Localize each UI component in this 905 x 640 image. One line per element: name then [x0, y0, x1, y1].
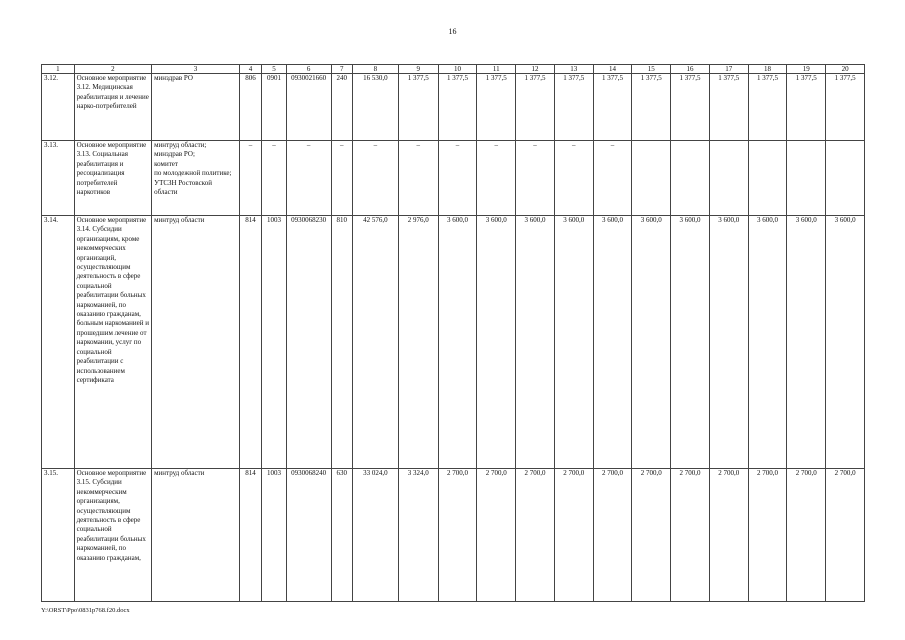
col-header: 3 — [152, 65, 240, 74]
row-index: 3.12. — [42, 74, 75, 141]
col-header: 7 — [331, 65, 352, 74]
measure-name: Основное мероприятие 3.12. Медицинская реабилитация и лечение нарко-потребителей — [74, 74, 152, 141]
table-cell: 1 377,5 — [554, 74, 593, 141]
table-cell: 1 377,5 — [632, 74, 671, 141]
table-cell: 3 600,0 — [438, 216, 477, 469]
page-number: 16 — [448, 27, 457, 36]
table-cell: 3 600,0 — [709, 216, 748, 469]
table-cell: 2 976,0 — [398, 216, 438, 469]
table-cell: 1003 — [262, 216, 286, 469]
table-cell: 1 377,5 — [671, 74, 710, 141]
executor: минтруд области — [152, 216, 240, 469]
table-cell: 1 377,5 — [477, 74, 516, 141]
executor: минтруд области; минздрав РО; комитет по молодежной политике; УТСЗН Ростовской области — [152, 141, 240, 216]
table-cell: 2 700,0 — [554, 469, 593, 602]
col-header: 18 — [748, 65, 787, 74]
table-cell: 814 — [239, 216, 261, 469]
col-header: 8 — [352, 65, 398, 74]
table-cell: 240 — [331, 74, 352, 141]
table-cell: – — [262, 141, 286, 216]
col-header: 20 — [826, 65, 865, 74]
table-row — [42, 141, 865, 216]
col-header: 11 — [477, 65, 516, 74]
table-cell: – — [398, 141, 438, 216]
table-cell: 3 600,0 — [632, 216, 671, 469]
table-cell: 1 377,5 — [709, 74, 748, 141]
table-cell — [787, 141, 826, 216]
table-cell: – — [593, 141, 632, 216]
table-cell: 2 700,0 — [671, 469, 710, 602]
executor: минтруд области — [152, 469, 240, 602]
table-cell: – — [286, 141, 331, 216]
measure-name: Основное мероприятие 3.15. Субсидии некоммерческим организациям, осуществляющим деятельность в сфере социальной реабилитации больных наркоманией, по оказанию гражданам, — [74, 469, 152, 602]
budget-table — [41, 64, 865, 602]
table-cell: 1 377,5 — [516, 74, 555, 141]
col-header: 12 — [516, 65, 555, 74]
col-header: 13 — [554, 65, 593, 74]
executor: минздрав РО — [152, 74, 240, 141]
col-header: 14 — [593, 65, 632, 74]
table-cell: 2 700,0 — [826, 469, 865, 602]
table-cell: 0930068240 — [286, 469, 331, 602]
table-cell: 1 377,5 — [787, 74, 826, 141]
table-cell: 1 377,5 — [398, 74, 438, 141]
table-cell: 2 700,0 — [632, 469, 671, 602]
table-cell — [709, 141, 748, 216]
col-header: 4 — [239, 65, 261, 74]
table-row — [42, 469, 865, 602]
table-cell: – — [239, 141, 261, 216]
row-index: 3.13. — [42, 141, 75, 216]
table-cell: 33 024,0 — [352, 469, 398, 602]
table-cell: 3 600,0 — [516, 216, 555, 469]
table-cell: 630 — [331, 469, 352, 602]
table-cell: 1 377,5 — [748, 74, 787, 141]
table-cell: 2 700,0 — [593, 469, 632, 602]
col-header: 17 — [709, 65, 748, 74]
table-cell: – — [516, 141, 555, 216]
table-cell: 0930021660 — [286, 74, 331, 141]
table-cell: 3 600,0 — [826, 216, 865, 469]
table-cell: 806 — [239, 74, 261, 141]
table-cell: 3 600,0 — [554, 216, 593, 469]
table-cell: 1 377,5 — [593, 74, 632, 141]
table-cell: – — [554, 141, 593, 216]
table-cell: 42 576,0 — [352, 216, 398, 469]
table-cell: 3 600,0 — [477, 216, 516, 469]
col-header: 1 — [42, 65, 75, 74]
row-index: 3.14. — [42, 216, 75, 469]
table-cell: 1 377,5 — [438, 74, 477, 141]
table-cell: – — [352, 141, 398, 216]
col-header: 10 — [438, 65, 477, 74]
table-cell — [671, 141, 710, 216]
col-header: 16 — [671, 65, 710, 74]
col-header: 15 — [632, 65, 671, 74]
col-header: 9 — [398, 65, 438, 74]
measure-name: Основное мероприятие 3.14. Субсидии организациям, кроме некоммерческих организаций, осуществляющим деятельность в сфере социальной реабилитации больных наркоманией, по оказанию гражданам, больным наркоманией и прошедшим лечение от наркомании, услуг по социальной реабилитации с использованием сертификата — [74, 216, 152, 469]
table-cell: 16 530,0 — [352, 74, 398, 141]
table-cell: 0901 — [262, 74, 286, 141]
table-cell: 2 700,0 — [516, 469, 555, 602]
table-cell: – — [438, 141, 477, 216]
table-cell: 2 700,0 — [477, 469, 516, 602]
table-cell: 3 600,0 — [671, 216, 710, 469]
table-cell: 814 — [239, 469, 261, 602]
table-cell: 0930068230 — [286, 216, 331, 469]
table-cell: 2 700,0 — [748, 469, 787, 602]
row-index: 3.15. — [42, 469, 75, 602]
table-cell — [632, 141, 671, 216]
col-header: 6 — [286, 65, 331, 74]
table-cell: 2 700,0 — [709, 469, 748, 602]
table-cell: 2 700,0 — [438, 469, 477, 602]
table-cell — [748, 141, 787, 216]
table-cell — [826, 141, 865, 216]
table-cell: 3 600,0 — [787, 216, 826, 469]
col-header: 5 — [262, 65, 286, 74]
table-cell: 1003 — [262, 469, 286, 602]
measure-name: Основное мероприятие 3.13. Социальная реабилитация и ресоциализация потребителей наркотиков — [74, 141, 152, 216]
col-header: 19 — [787, 65, 826, 74]
table-cell: – — [477, 141, 516, 216]
table-cell: 1 377,5 — [826, 74, 865, 141]
table-cell: 3 600,0 — [593, 216, 632, 469]
table-cell: 3 324,0 — [398, 469, 438, 602]
col-header: 2 — [74, 65, 152, 74]
table-cell: 3 600,0 — [748, 216, 787, 469]
header-row — [42, 65, 865, 74]
table-cell: 810 — [331, 216, 352, 469]
file-path-footer: Y:\ORST\Ppo\0831p768.f20.docx — [41, 607, 130, 614]
table-row — [42, 216, 865, 469]
table-cell: 2 700,0 — [787, 469, 826, 602]
table-row — [42, 74, 865, 141]
table-cell: – — [331, 141, 352, 216]
